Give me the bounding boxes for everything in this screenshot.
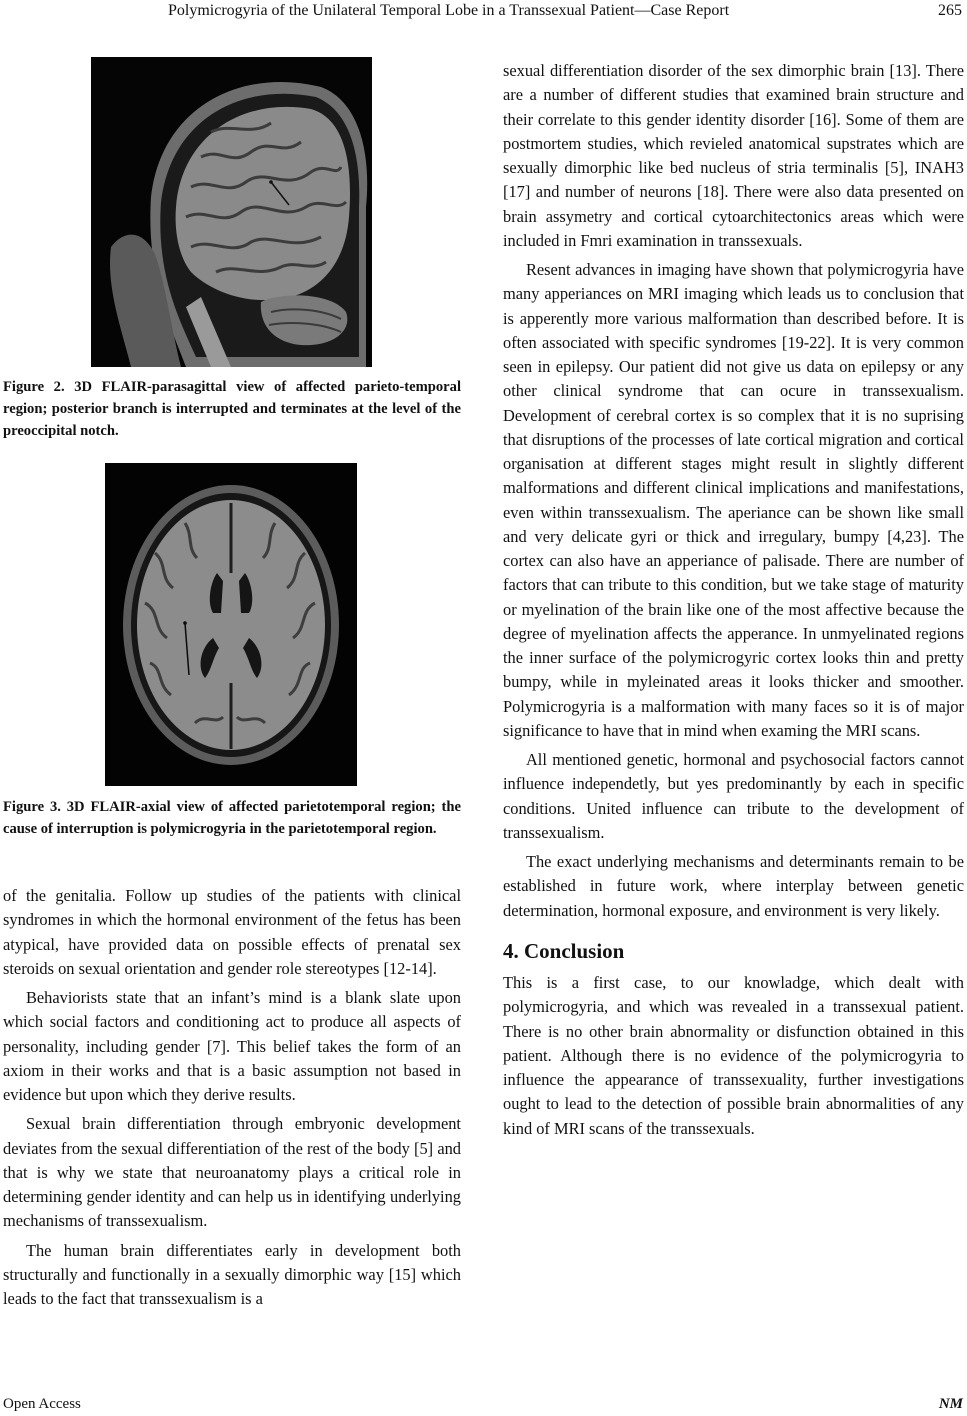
page-number: 265 bbox=[938, 2, 962, 19]
left-paragraph-4: The human brain differentiates early in development both structurally and functionally in a sexually dimorphic way [15] which leads to the fact that transsexualism is a bbox=[3, 1240, 461, 1308]
left-column-text bbox=[3, 884, 461, 1316]
right-paragraph-1: sexual differentiation disorder of the sex dimorphic brain [13]. There are a number of different studies that examined brain structure and their correlate to this gender identity disorder [16]. Some of them are postmortem studies, which revieled anatomical supstrates which are sexually dimorphic like bed nucleus of stria terminalis [5], INAH3 [17] and number of neurons [18]. There were also data presented on brain assymetry and cortical cytoarchitectonics areas which were included in Fmri examination in transsexuals. bbox=[503, 61, 964, 250]
right-paragraph-3: All mentioned genetic, hormonal and psychosocial factors cannot influence independetly, but yes predominantly by each in specific conditions. United influence can tribute to the development of transsexualism. bbox=[503, 750, 964, 842]
running-title: Polymicrogyria of the Unilateral Temporal Lobe in a Transsexual Patient—Case Report bbox=[168, 2, 730, 19]
sagittal-brain-image bbox=[91, 57, 372, 367]
figure-3-caption: Figure 3. 3D FLAIR-axial view of affected parietotemporal region; the cause of interruption is polymicrogyria in the parietotemporal region. bbox=[3, 799, 461, 837]
right-column-text bbox=[503, 59, 964, 1146]
running-header bbox=[0, 0, 967, 24]
axial-brain-image bbox=[105, 463, 357, 786]
right-paragraph-4: The exact underlying mechanisms and determinants remain to be established in future work, where interplay between genetic determination, hormonal exposure, and environment is very likely. bbox=[503, 852, 964, 920]
figure-2-caption: Figure 2. 3D FLAIR-parasagittal view of affected parieto-temporal region; posterior branch is interrupted and terminates at the level of the preoccipital notch. bbox=[3, 379, 461, 439]
footer-journal-abbrev: NM bbox=[938, 1396, 963, 1412]
left-paragraph-2: Behaviorists state that an infant’s mind is a blank slate upon which social factors and conditioning act to produce all aspects of personality, including gender [7]. This belief takes the form of an axiom in their works and that is a basic assumption not based in evidence but upon which they derive results. bbox=[3, 988, 461, 1104]
right-paragraph-conclusion: This is a first case, to our knowladge, which dealt with polymicrogyria, and which was revealed in a transsexual patient. There is no other brain abnormality or disfunction obtained in this patient. Although there is no evidence of the polymicrogyria to influence the appearance of transsexuality, further investigations ought to lead to the detection of possible brain abnormalities of any kind of MRI scans of the transsexuals. bbox=[503, 973, 964, 1138]
left-paragraph-1: of the genitalia. Follow up studies of the patients with clinical syndromes in which the hormonal environment of the fetus has been atypical, have provided data on possible effects of prenatal sex steroids on sexual orientation and gender role stereotypes [12-14]. bbox=[3, 886, 461, 978]
section-heading-conclusion: 4. Conclusion bbox=[503, 938, 625, 963]
footer-open-access: Open Access bbox=[3, 1396, 81, 1412]
figure-3-mri-axial bbox=[105, 463, 357, 786]
left-paragraph-3: Sexual brain differentiation through embryonic development deviates from the sexual differentiation of the rest of the body [5] and that is why we state that neuroanatomy plays a critical role in determining gender identity and can help us in identifying underlying mechanisms of transsexualism. bbox=[3, 1114, 461, 1231]
figure-2-mri-sagittal bbox=[91, 57, 372, 367]
right-paragraph-2: Resent advances in imaging have shown that polymicrogyria have many apperiances on MRI imaging which leads us to conclusion that is apperently more various malformation than described before. It is often associated with specific syndromes [19-22]. It is very common seen in epilepsy. Our patient did not give us data on epilepsy or any other clinical syndrome that can ocure in transsexualism. Development of cerebral cortex is so complex that it is no suprising that disruptions of the processes of late cortical migration and cortical organisation at different stages might result in slightly different malformations and different clinical implications and manifestations, even within transsexualism. The aperiance can be shown like small and very delicate gyri or thick and irregulary, bumpy [4,23]. The cortex can also have an apperiance of palisade. There are number of factors that can tribute to this condition, but we take stage of maturity or myelination of the brain like one of the most affective because the degree of myelination affects the apperance. In unmyelinated regions the inner surface of the polymicrogyric cortex looks thin and pretty bumpy, while in myleinated areas it looks thicker and smoother. Polymicrogyria is a malformation with many faces so it is of major significance to have that in mind when examing the MRI scans. bbox=[503, 260, 964, 740]
